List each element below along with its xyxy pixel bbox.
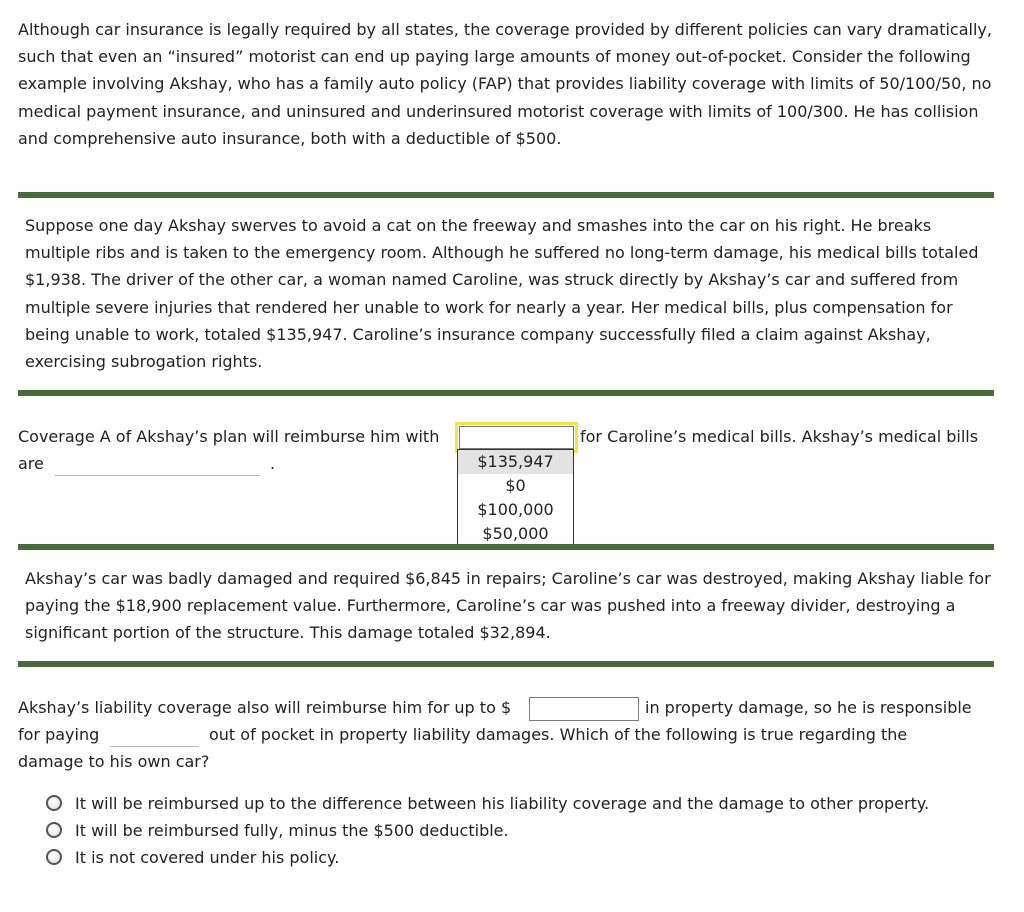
intro-paragraph: Although car insurance is legally required by all states, the coverage provided by different policies can vary dramatically, such that even an “insured” motorist can end up paying large amounts of money out-of-pocket. Consider the following example involving Akshay, who has a family auto policy (FAP) that provides liability coverage with limits of 50/100/50, no medical payment insurance, and uninsured and underinsured motorist coverage with limits of 100/300. He has collision and comprehensive auto insurance, both with a deductible of $500. <box>18 20 992 148</box>
radio-button[interactable] <box>46 795 62 811</box>
radio-option-label: It will be reimbursed up to the difference between his liability coverage and the damage to other property. <box>75 793 930 813</box>
question1-text-after: for Caroline’s medical bills. Akshay’s medical bills <box>580 427 979 446</box>
radio-option-row[interactable] <box>46 819 509 841</box>
question2-line2-start: for paying <box>18 725 100 744</box>
question1-line2-end: . <box>270 454 276 473</box>
dropdown-option[interactable]: $100,000 <box>477 500 554 519</box>
section-divider <box>18 544 994 550</box>
radio-option-label: It will be reimbursed fully, minus the $500 deductible. <box>75 820 509 840</box>
radio-option-row[interactable] <box>46 792 929 814</box>
section-divider <box>18 661 994 667</box>
coverage-a-options-list[interactable] <box>457 449 574 547</box>
out-of-pocket-answer-blank[interactable] <box>110 746 199 747</box>
damage-paragraph: Akshay’s car was badly damaged and required $6,845 in repairs; Caroline’s car was destroyed, making Akshay liable for paying the $18,900 replacement value. Furthermore, Caroline’s car was pushed into a freeway divider, destroying a significant portion of the structure. This damage totaled $32,894. <box>25 569 991 643</box>
question2-line2-end: out of pocket in property liability damages. Which of the following is true regarding the <box>209 725 908 744</box>
scenario-paragraph: Suppose one day Akshay swerves to avoid a cat on the freeway and smashes into the car on his right. He breaks multiple ribs and is taken to the emergency room. Although he suffered no long-term damage, his medical bills totaled $1,938. The driver of the other car, a woman named Caroline, was struck directly by Akshay’s car and suffered from multiple severe injuries that rendered her unable to work for nearly a year. Her medical bills, plus compensation for being unable to work, totaled $135,947. Caroline’s insurance company successfully filed a claim against Akshay, exercising subrogation rights. <box>25 216 979 372</box>
medical-bills-answer-blank[interactable] <box>55 475 260 476</box>
dropdown-option[interactable]: $135,947 <box>458 450 573 474</box>
radio-option-row[interactable] <box>46 846 339 868</box>
question2-text-before: Akshay’s liability coverage also will reimburse him for up to $ <box>18 698 512 717</box>
radio-button[interactable] <box>46 849 62 865</box>
question2-line3: damage to his own car? <box>18 752 210 771</box>
dropdown-option[interactable]: $0 <box>505 476 526 495</box>
radio-option-label: It is not covered under his policy. <box>75 847 340 867</box>
radio-button[interactable] <box>46 822 62 838</box>
section-divider <box>18 192 994 198</box>
dropdown-option[interactable]: $50,000 <box>482 524 549 543</box>
property-damage-input[interactable] <box>529 697 639 721</box>
question2-text-after: in property damage, so he is responsible <box>645 698 972 717</box>
question1-text-before: Coverage A of Akshay’s plan will reimburse him with <box>18 427 440 446</box>
section-divider <box>18 390 994 396</box>
question1-line2-start: are <box>18 454 44 473</box>
